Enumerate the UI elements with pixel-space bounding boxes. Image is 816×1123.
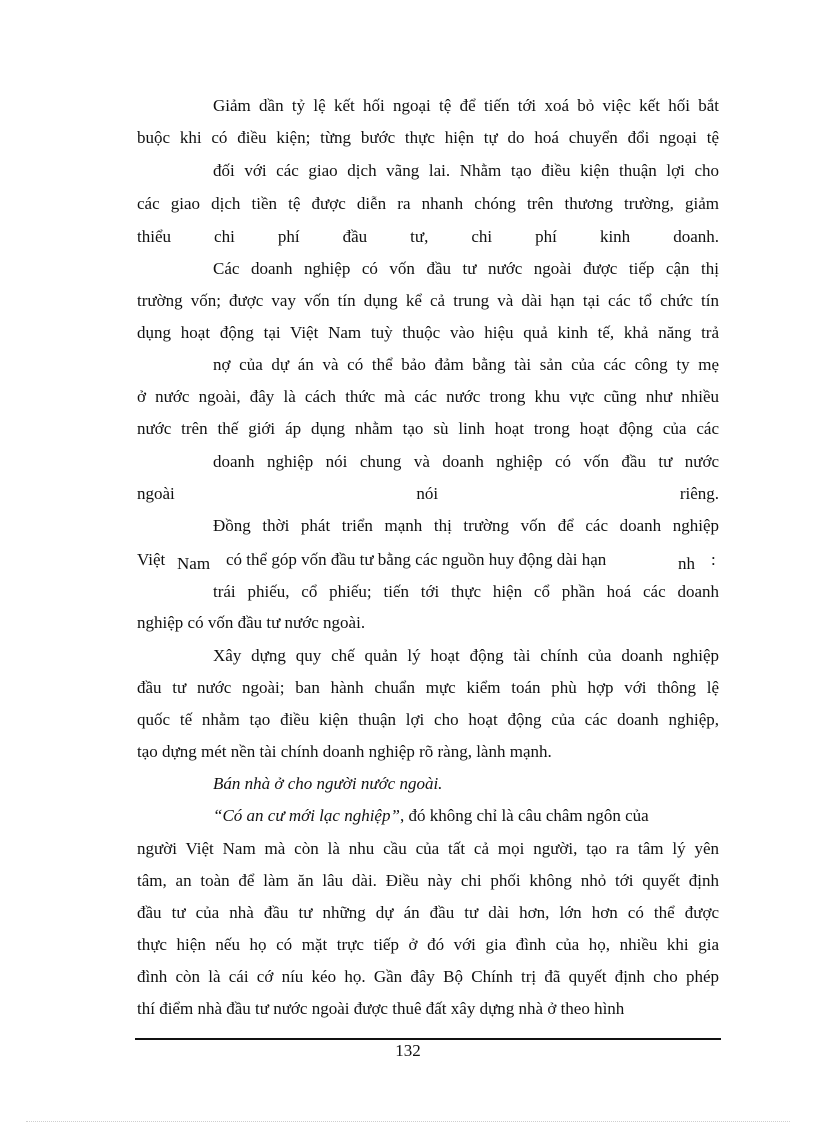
page-number: 132 <box>395 1041 421 1060</box>
text-fragment: Nam <box>177 554 211 573</box>
text-line: ở nước ngoài, đây là cách thức mà các nước trong khu vực cũng như nhiều <box>137 387 719 406</box>
text-line <box>213 805 719 827</box>
text-line: nghiệp có vốn đầu tư nước ngoài. <box>137 613 366 632</box>
text-line: trái phiếu, cổ phiếu; tiến tới thực hiện cổ phần hoá các doanh <box>213 582 719 601</box>
text-line: nợ của dự án và có thể bảo đảm bằng tài sản của các công ty mẹ <box>213 355 719 374</box>
text-line: thiểu chi phí đầu tư, chi phí kinh doanh. <box>137 227 719 246</box>
text-line: thí điểm nhà đầu tư nước ngoài được thuê đất xây dựng nhà ở theo hình <box>137 999 625 1018</box>
text-line: nước trên thế giới áp dụng nhằm tạo sù linh hoạt trong hoạt động của các <box>137 419 719 438</box>
text-fragment: Việt <box>137 550 166 569</box>
text-line: người Việt Nam mà còn là nhu cầu của tất cả mọi người, tạo ra tâm lý yên <box>137 839 719 858</box>
text-fragment: , đó không chỉ là câu châm ngôn của <box>399 806 649 825</box>
text-fragment: nh <box>678 554 695 573</box>
text-fragment: : <box>711 550 716 569</box>
text-line: dụng hoạt động tại Việt Nam tuỳ thuộc vào hiệu quả kinh tế, khả năng trả <box>137 323 719 342</box>
text-line: đình còn là cái cớ níu kéo họ. Gần đây Bộ Chính trị đã quyết định cho phép <box>137 967 719 986</box>
text-line: đầu tư nước ngoài; ban hành chuẩn mực kiểm toán phù hợp với thông lệ <box>137 678 719 697</box>
text-fragment: có thể góp vốn đầu tư bằng các nguồn huy động dài hạn <box>226 550 607 569</box>
text-line: đầu tư của nhà đầu tư những dự án đầu tư dài hơn, lớn hơn có thể được <box>137 903 719 922</box>
page-edge-divider <box>26 1121 790 1122</box>
text-line: Các doanh nghiệp có vốn đầu tư nước ngoài được tiếp cận thị <box>213 259 719 278</box>
text-line: quốc tế nhằm tạo điều kiện thuận lợi cho hoạt động của các doanh nghiệp, <box>137 710 719 729</box>
text-line: tạo dựng mét nền tài chính doanh nghiệp rõ ràng, lành mạnh. <box>137 742 552 761</box>
text-line: Xây dựng quy chế quản lý hoạt động tài chính của doanh nghiệp <box>213 646 719 665</box>
section-heading: Bán nhà ở cho người nước ngoài. <box>213 774 443 793</box>
text-line: tâm, an toàn để làm ăn lâu dài. Điều này chi phối không nhỏ tới quyết định <box>137 871 719 890</box>
text-line: thực hiện nếu họ có mặt trực tiếp ở đó với gia đình của họ, nhiều khi gia <box>137 935 719 954</box>
text-line: ngoài nói riêng. <box>137 484 719 503</box>
text-line: trường vốn; được vay vốn tín dụng kể cả trung và dài hạn tại các tổ chức tín <box>137 291 719 310</box>
text-line: Giảm dần tỷ lệ kết hối ngoại tệ để tiến tới xoá bỏ việc kết hối bắt <box>213 96 719 115</box>
text-line: Đồng thời phát triển mạnh thị trường vốn để các doanh nghiệp <box>213 516 719 535</box>
text-line: doanh nghiệp nói chung và doanh nghiệp có vốn đầu tư nước <box>213 452 719 471</box>
quote: “Có an cư mới lạc nghiệp” <box>213 806 400 825</box>
text-line: đối với các giao dịch vãng lai. Nhằm tạo điều kiện thuận lợi cho <box>213 161 719 180</box>
text-line: các giao dịch tiền tệ được diễn ra nhanh chóng trên thương trường, giảm <box>137 194 719 213</box>
text-line: buộc khi có điều kiện; từng bước thực hiện tự do hoá chuyển đổi ngoại tệ <box>137 128 719 147</box>
